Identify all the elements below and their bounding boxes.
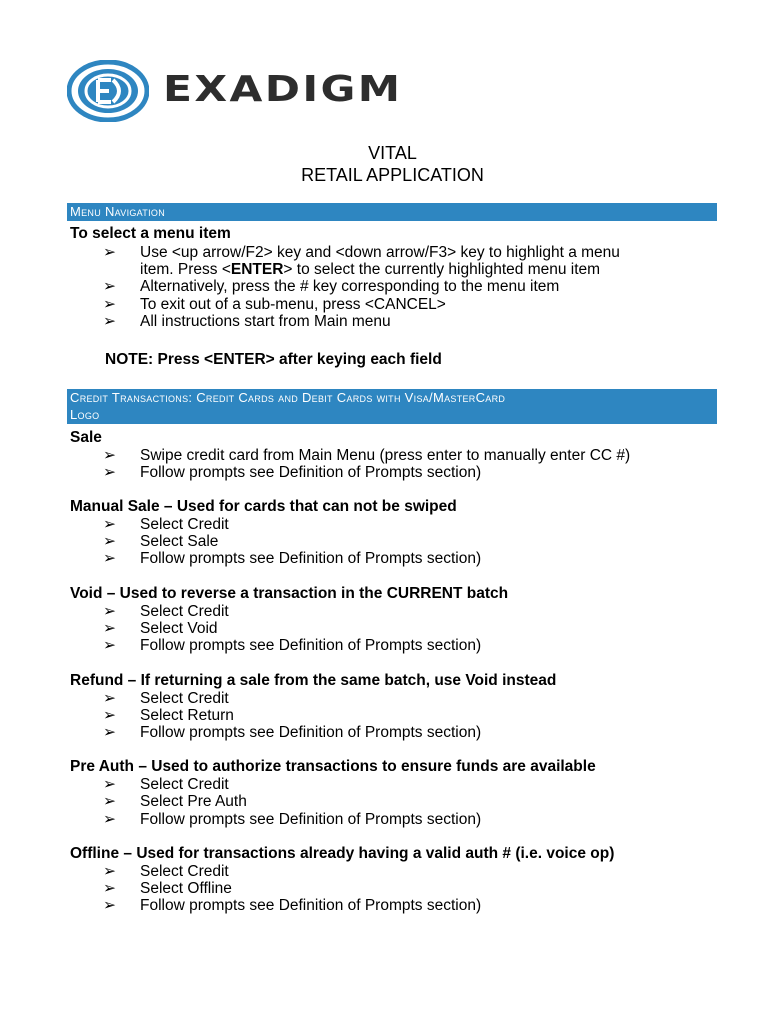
exadigm-logo [67,60,427,122]
list-item-text: Select Sale [140,533,219,550]
bullet-arrow-icon: ➢ [103,603,116,620]
credit-bar-line1: Credit Transactions: Credit Cards and Debit Cards with Visa/MasterCard [70,390,506,405]
list-item-text: Select Credit [140,603,229,620]
list-item-text: Follow prompts see Definition of Prompts section) [140,897,482,914]
doc-title-line1: VITAL [368,143,417,163]
bullet-arrow-icon: ➢ [103,533,116,550]
section-heading-manual-sale: Manual Sale – Used for cards that can not be swiped [70,498,457,515]
credit-bar-line2: Logo [70,407,100,422]
bullet-arrow-icon: ➢ [103,278,116,295]
list-item-text: Select Credit [140,516,229,533]
bullet-arrow-icon: ➢ [103,244,116,261]
section-heading-refund: Refund – If returning a sale from the same batch, use Void instead [70,672,557,689]
list-item-text: Follow prompts see Definition of Prompts section) [140,637,482,654]
section-heading-sale: Sale [70,429,102,446]
cont-text-pre: item. Press < [140,261,231,278]
bullet-arrow-icon: ➢ [103,313,116,330]
doc-title-line2: RETAIL APPLICATION [301,165,484,185]
list-item-text: Swipe credit card from Main Menu (press enter to manually enter CC #) [140,447,631,464]
bullet-arrow-icon: ➢ [103,620,116,637]
list-item-text: Select Return [140,707,234,724]
menu-navigation-bar [67,203,717,221]
credit-transactions-bar [67,389,717,424]
exadigm-logo-icon [67,60,149,122]
list-item-text: Use <up arrow/F2> key and <down arrow/F3> key to highlight a menu [140,244,620,261]
menu-navigation-label: Menu Navigation [70,204,166,219]
list-item-text: Select Credit [140,690,229,707]
bullet-arrow-icon: ➢ [103,811,116,828]
bullet-arrow-icon: ➢ [103,296,116,313]
list-item-text: Select Credit [140,863,229,880]
bullet-arrow-icon: ➢ [103,516,116,533]
bullet-arrow-icon: ➢ [103,897,116,914]
bullet-arrow-icon: ➢ [103,880,116,897]
list-item-text: Follow prompts see Definition of Prompts section) [140,811,482,828]
note-text: NOTE: Press <ENTER> after keying each field [105,351,442,368]
logo-wordmark: EXADIGM [163,69,403,110]
bullet-arrow-icon: ➢ [103,550,116,567]
menu-heading: To select a menu item [70,225,231,242]
list-item-continuation [140,261,600,278]
cont-text-bold: ENTER [230,261,284,278]
bullet-arrow-icon: ➢ [103,637,116,654]
section-heading-pre-auth: Pre Auth – Used to authorize transactions to ensure funds are available [70,758,596,775]
list-item-text: Follow prompts see Definition of Prompts section) [140,464,482,481]
list-item-text: Follow prompts see Definition of Prompts section) [140,724,482,741]
list-item-text: Follow prompts see Definition of Prompts section) [140,550,482,567]
bullet-arrow-icon: ➢ [103,793,116,810]
list-item-text: Alternatively, press the # key corresponding to the menu item [140,278,560,295]
list-item-text: Select Credit [140,776,229,793]
bullet-arrow-icon: ➢ [103,464,116,481]
bullet-arrow-icon: ➢ [103,447,116,464]
list-item-text: Select Offline [140,880,232,897]
list-item-text: Select Pre Auth [140,793,247,810]
bullet-arrow-icon: ➢ [103,863,116,880]
bullet-arrow-icon: ➢ [103,707,116,724]
bullet-arrow-icon: ➢ [103,724,116,741]
cont-text-post: > to select the currently highlighted menu item [283,261,601,278]
bullet-arrow-icon: ➢ [103,776,116,793]
section-heading-void: Void – Used to reverse a transaction in the CURRENT batch [70,585,509,602]
list-item-text: To exit out of a sub-menu, press <CANCEL> [140,296,446,313]
section-heading-offline: Offline – Used for transactions already having a valid auth # (i.e. voice op) [70,845,615,862]
list-item-text: Select Void [140,620,218,637]
bullet-arrow-icon: ➢ [103,690,116,707]
list-item-text: All instructions start from Main menu [140,313,391,330]
